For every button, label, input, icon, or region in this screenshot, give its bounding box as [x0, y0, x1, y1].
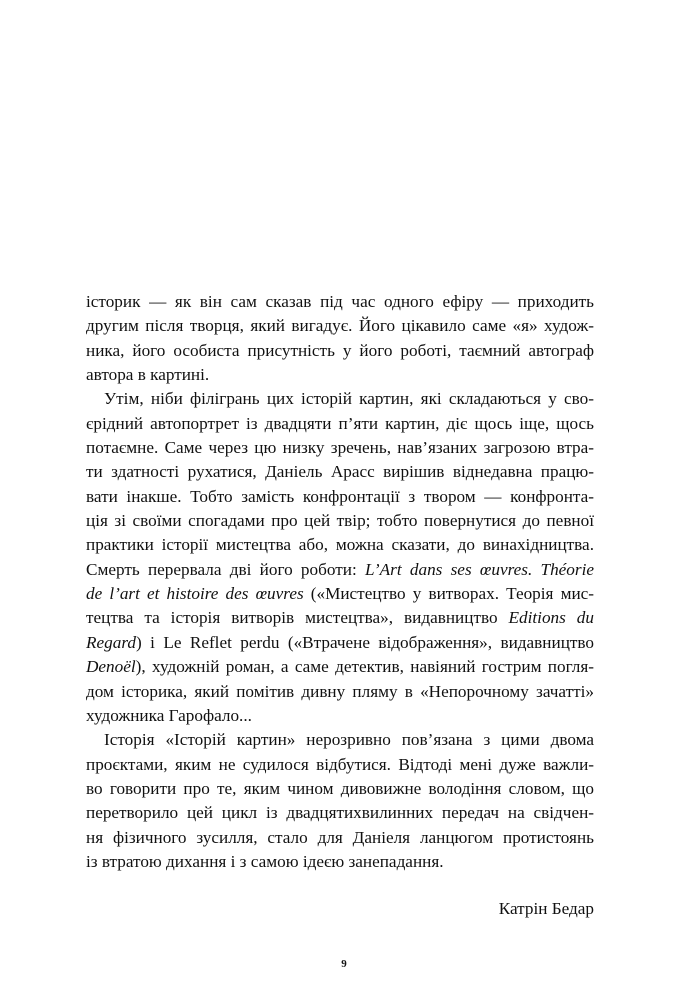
italic-title: de l’art et histoire des œuvres	[86, 584, 304, 604]
text-line	[86, 314, 594, 338]
text-line	[86, 680, 594, 704]
text-segment: ція зі своїми спогадами про цей твір; тобто повернутися до певної	[86, 511, 594, 531]
text-segment: во говорити про те, яким чином дивовижне володіння словом, що	[86, 778, 594, 798]
text-segment: ) і Le Reflet perdu («Втрачене відображення», видавництво	[135, 632, 594, 652]
text-segment: («Мистецтво у витворах. Теорія мис-	[303, 584, 594, 604]
text-segment: перетворило цей цикл із двадцятихвилинних передач на свідчен-	[86, 803, 594, 823]
text-segment: ти здатності рухатися, Даніель Арасс вирішив віднедавна працю-	[86, 462, 594, 482]
paragraph	[86, 290, 594, 387]
text-segment: проєктами, яким не судилося відбутися. Відтоді мені дуже важли-	[86, 754, 594, 774]
text-line	[86, 826, 594, 850]
text-line	[86, 339, 594, 363]
text-line	[86, 509, 594, 533]
text-line	[86, 777, 594, 801]
text-segment: ня фізичного зусилля, стало для Даніеля ланцюгом протистоянь	[86, 827, 594, 847]
text-line	[86, 436, 594, 460]
text-segment: дом історика, який помітив дивну пляму в «Непорочному зачатті»	[86, 681, 594, 701]
text-line	[86, 704, 594, 728]
text-segment: автора в картині.	[86, 365, 210, 385]
author-signature: Катрін Бедар	[498, 899, 594, 918]
text-segment: ), художній роман, а саме детектив, навіяний гострим погля-	[135, 657, 594, 677]
text-segment: єрідний автопортрет із двадцяти п’яти картин, діє щось іще, щось	[86, 413, 594, 433]
text-line	[86, 387, 594, 411]
text-segment: ника, його особиста присутність у його роботі, таємний автограф	[86, 340, 594, 360]
text-line	[86, 728, 594, 752]
text-line	[86, 801, 594, 825]
text-line	[86, 363, 594, 387]
text-line	[86, 582, 594, 606]
text-line	[86, 850, 594, 874]
text-line	[86, 412, 594, 436]
text-line	[86, 558, 594, 582]
text-line	[86, 485, 594, 509]
text-segment: другим після творця, який вигадує. Його цікавило саме «я» худож-	[86, 316, 594, 336]
text-segment: практики історії мистецтва або, можна сказати, до винахідництва.	[86, 535, 594, 555]
text-segment: Смерть перервала дві його роботи:	[86, 559, 365, 579]
body-text	[86, 290, 594, 874]
text-segment: із втратою дихання і з самою ідеєю занепадання.	[86, 851, 444, 871]
text-segment: художника Гарофало...	[86, 705, 252, 725]
italic-title: Editions du	[508, 608, 594, 628]
text-segment: Утім, ніби філігрань цих історій картин, які складаються у сво-	[104, 389, 594, 409]
text-segment: вати інакше. Тобто замість конфронтації з твором — конфронта-	[86, 486, 594, 506]
page-number: 9	[341, 958, 347, 970]
paragraph	[86, 728, 594, 874]
text-segment: Історія «Історій картин» нерозривно пов’язана з цими двома	[104, 730, 594, 750]
text-line	[86, 533, 594, 557]
italic-title: L’Art dans ses œuvres. Théorie	[365, 559, 594, 579]
text-segment: потаємне. Саме через цю низку зречень, нав’язаних загрозою втра-	[86, 438, 594, 458]
text-line	[86, 460, 594, 484]
text-line	[86, 290, 594, 314]
text-segment: тецтва та історія витворів мистецтва», видавництво	[86, 608, 509, 628]
text-line	[86, 606, 594, 630]
paragraph	[86, 387, 594, 728]
text-line	[86, 655, 594, 679]
text-segment: історик — як він сам сказав під час одного ефіру — приходить	[86, 292, 594, 311]
text-line	[86, 753, 594, 777]
text-line	[86, 631, 594, 655]
italic-title: Denoël	[86, 657, 136, 677]
italic-title: Regard	[86, 632, 136, 652]
